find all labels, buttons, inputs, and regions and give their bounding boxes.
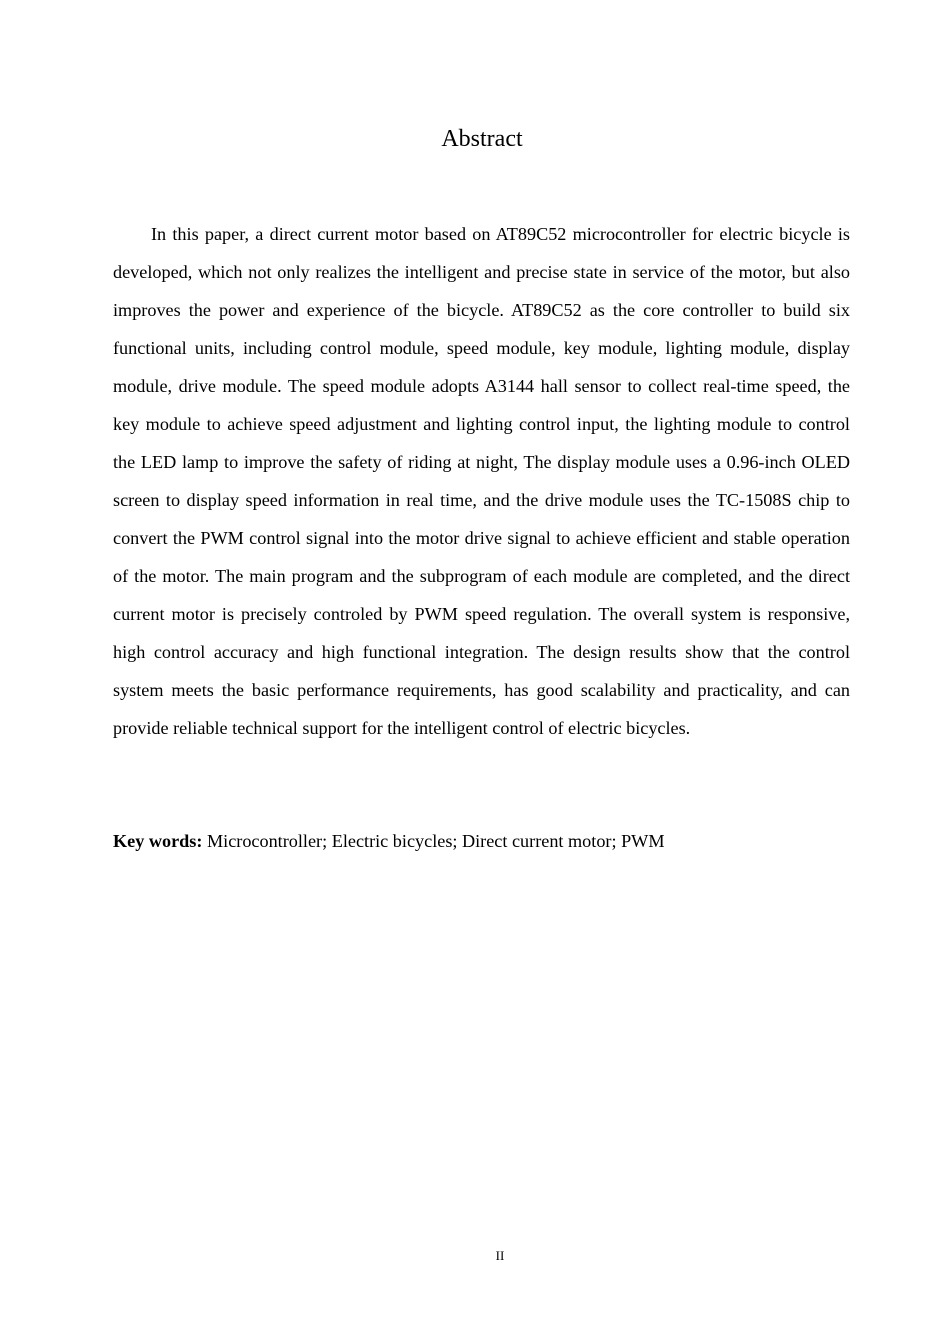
page-number: II	[495, 1248, 505, 1263]
keywords-text: Microcontroller; Electric bicycles; Direct current motor; PWM	[202, 831, 665, 851]
keywords-line	[113, 822, 850, 860]
abstract-paragraph: In this paper, a direct current motor based on AT89C52 microcontroller for electric bicycle is developed, which not only realizes the intelligent and precise state in service of the motor, but also improves the power and experience of the bicycle. AT89C52 as the core controller to build six functional units, including control module, speed module, key module, lighting module, display module, drive module. The speed module adopts A3144 hall sensor to collect real-time speed, the key module to achieve speed adjustment and lighting control input, the lighting module to control the LED lamp to improve the safety of riding at night, The display module uses a 0.96-inch OLED screen to display speed information in real time, and the drive module uses the TC-1508S chip to convert the PWM control signal into the motor drive signal to achieve efficient and stable operation of the motor. The main program and the subprogram of each module are completed, and the direct current motor is precisely controled by PWM speed regulation. The overall system is responsive, high control accuracy and high functional integration. The design results show that the control system meets the basic performance requirements, has good scalability and practicality, and can provide reliable technical support for the intelligent control of electric bicycles.	[113, 224, 850, 738]
page-title: Abstract	[441, 126, 523, 152]
keywords-label: Key words:	[113, 831, 203, 851]
